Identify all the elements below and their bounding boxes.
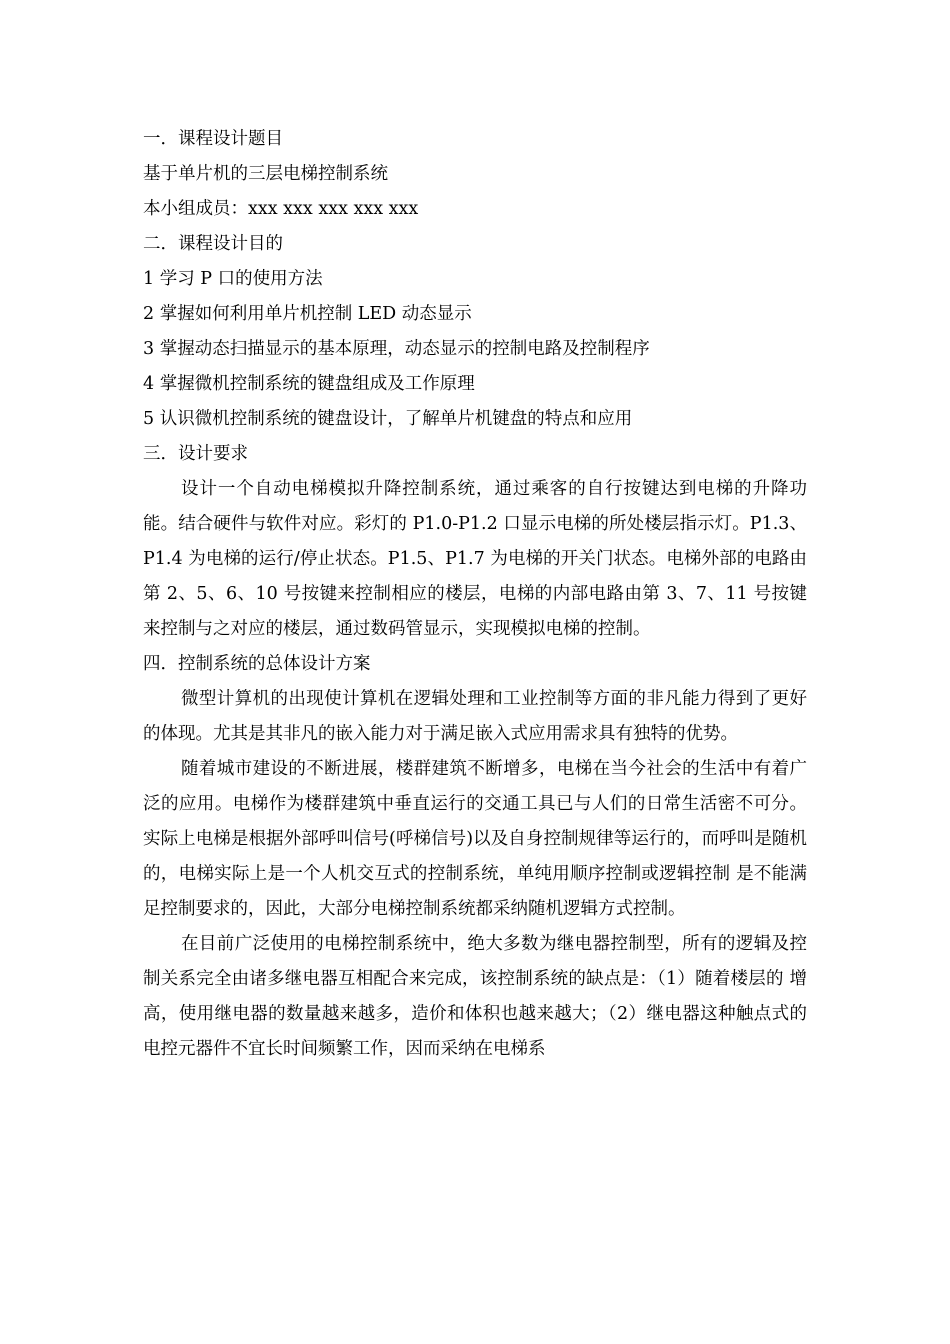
purpose-item-1: 1 学习 P 口的使用方法 [143,269,323,289]
group-members: 本小组成员：xxx xxx xxx xxx xxx [143,199,419,219]
project-title: 基于单片机的三层电梯控制系统 [143,164,388,184]
purpose-item-5: 5 认识微机控制系统的键盘设计，了解单片机键盘的特点和应用 [143,409,633,429]
body-paragraph-2: 随着城市建设的不断进展，楼群建筑不断增多，电梯在当今社会的生活中有着广泛的应用。电梯作为楼群建筑中垂直运行的交通工具已与人们的日常生活密不可分。 实际上电梯是根据外部呼叫信号(呼梯信号)以及自身控制规律等运行的，而呼叫是随机的，电梯实际上是一个人机交互式的控制系统，单纯用顺序控制或逻辑控制 是不能满足控制要求的，因此，大部分电梯控制系统都采纳随机逻辑方式控制。 [143,759,807,919]
heading-design-requirements: 三．设计要求 [143,444,248,464]
purpose-item-3: 3 掌握动态扫描显示的基本原理，动态显示的控制电路及控制程序 [143,339,650,359]
body-paragraph-3: 在目前广泛使用的电梯控制系统中，绝大多数为继电器控制型，所有的逻辑及控制关系完全由诸多继电器互相配合来完成，该控制系统的缺点是：（1）随着楼层的 增高，使用继电器的数量越来越多，造价和体积也越来越大；（2）继电器这种触点式的电控元器件不宜长时间频繁工作，因而采纳在电梯系 [143,934,807,1059]
purpose-item-2: 2 掌握如何利用单片机控制 LED 动态显示 [143,304,472,324]
body-paragraph-1: 微型计算机的出现使计算机在逻辑处理和工业控制等方面的非凡能力得到了更好的体现。尤其是其非凡的嵌入能力对于满足嵌入式应用需求具有独特的优势。 [143,689,807,744]
requirements-paragraph: 设计一个自动电梯模拟升降控制系统，通过乘客的自行按键达到电梯的升降功能。结合硬件与软件对应。彩灯的 P1.0-P1.2 口显示电梯的所处楼层指示灯。P1.3、P1.4 为电梯的运行/停止状态。P1.5、P1.7 为电梯的开关门状态。电梯外部的电路由第 2、5、6、10 号按键来控制相应的楼层，电梯的内部电路由第 3、7、11 号按键来控制与之对应的楼层，通过数码管显示，实现模拟电梯的控制。 [143,479,807,639]
purpose-item-4: 4 掌握微机控制系统的键盘组成及工作原理 [143,374,475,394]
heading-course-purpose: 二．课程设计目的 [143,234,283,254]
heading-course-title: 一．课程设计题目 [143,129,283,149]
document-body [143,122,807,1067]
heading-overall-design: 四．控制系统的总体设计方案 [143,654,371,674]
